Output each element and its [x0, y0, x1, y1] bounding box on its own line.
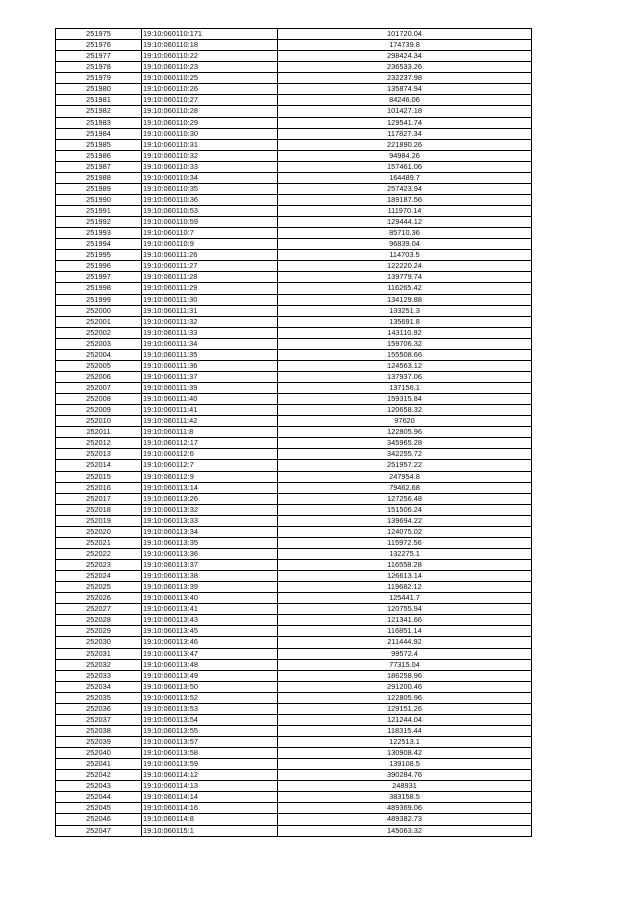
table-row — [56, 228, 532, 239]
row-value-cell: 115972.56 — [278, 537, 532, 548]
row-value-cell: 151506.24 — [278, 504, 532, 515]
row-id-cell: 252015 — [56, 471, 142, 482]
row-timestamp-cell: 19:10:060110:30 — [142, 128, 278, 139]
row-value-cell: 111970.14 — [278, 206, 532, 217]
row-id-cell: 252044 — [56, 792, 142, 803]
row-timestamp-cell: 19:10:060113:26 — [142, 493, 278, 504]
row-id-cell: 252040 — [56, 748, 142, 759]
table-row — [56, 427, 532, 438]
row-id-cell: 251990 — [56, 194, 142, 205]
table-row — [56, 460, 532, 471]
row-value-cell: 139779.74 — [278, 272, 532, 283]
row-timestamp-cell: 19:10:060111:27 — [142, 261, 278, 272]
table-row — [56, 250, 532, 261]
row-id-cell: 252039 — [56, 737, 142, 748]
row-id-cell: 252016 — [56, 482, 142, 493]
row-value-cell: 101427.18 — [278, 106, 532, 117]
row-id-cell: 252011 — [56, 427, 142, 438]
table-row — [56, 493, 532, 504]
row-value-cell: 118315.44 — [278, 725, 532, 736]
row-timestamp-cell: 19:10:060113:48 — [142, 659, 278, 670]
row-id-cell: 252047 — [56, 825, 142, 836]
row-value-cell: 94984.26 — [278, 150, 532, 161]
row-timestamp-cell: 19:10:060113:40 — [142, 593, 278, 604]
row-timestamp-cell: 19:10:060113:52 — [142, 692, 278, 703]
row-value-cell: 489369.06 — [278, 803, 532, 814]
row-value-cell: 248931 — [278, 781, 532, 792]
row-timestamp-cell: 19:10:060111:32 — [142, 316, 278, 327]
row-value-cell: 116851.14 — [278, 626, 532, 637]
row-timestamp-cell: 19:10:060113:49 — [142, 670, 278, 681]
table-row — [56, 128, 532, 139]
row-timestamp-cell: 19:10:060113:43 — [142, 615, 278, 626]
row-id-cell: 252029 — [56, 626, 142, 637]
row-id-cell: 251995 — [56, 250, 142, 261]
table-row — [56, 349, 532, 360]
row-id-cell: 252018 — [56, 504, 142, 515]
row-value-cell: 137156.1 — [278, 383, 532, 394]
row-value-cell: 291200.46 — [278, 681, 532, 692]
row-value-cell: 135691.8 — [278, 316, 532, 327]
row-id-cell: 252010 — [56, 416, 142, 427]
row-id-cell: 252028 — [56, 615, 142, 626]
row-id-cell: 252032 — [56, 659, 142, 670]
row-timestamp-cell: 19:10:060113:59 — [142, 759, 278, 770]
row-value-cell: 143110.92 — [278, 327, 532, 338]
row-timestamp-cell: 19:10:060111:36 — [142, 360, 278, 371]
row-id-cell: 251993 — [56, 228, 142, 239]
row-id-cell: 252006 — [56, 371, 142, 382]
table-row — [56, 161, 532, 172]
row-id-cell: 252021 — [56, 537, 142, 548]
row-value-cell: 221890.26 — [278, 139, 532, 150]
table-row — [56, 515, 532, 526]
row-value-cell: 120755.94 — [278, 604, 532, 615]
row-id-cell: 252007 — [56, 383, 142, 394]
row-timestamp-cell: 19:10:060111:41 — [142, 405, 278, 416]
table-row — [56, 825, 532, 836]
table-row — [56, 593, 532, 604]
table-row — [56, 294, 532, 305]
row-value-cell: 251957.22 — [278, 460, 532, 471]
row-id-cell: 251985 — [56, 139, 142, 150]
table-row — [56, 194, 532, 205]
row-id-cell: 251987 — [56, 161, 142, 172]
table-row — [56, 681, 532, 692]
row-timestamp-cell: 19:10:060110:53 — [142, 206, 278, 217]
table-row — [56, 394, 532, 405]
row-value-cell: 122220.24 — [278, 261, 532, 272]
row-timestamp-cell: 19:10:060111:26 — [142, 250, 278, 261]
row-id-cell: 251981 — [56, 95, 142, 106]
row-timestamp-cell: 19:10:060113:35 — [142, 537, 278, 548]
row-value-cell: 139694.22 — [278, 515, 532, 526]
row-value-cell: 186258.96 — [278, 670, 532, 681]
table-row — [56, 84, 532, 95]
row-id-cell: 252043 — [56, 781, 142, 792]
row-id-cell: 252004 — [56, 349, 142, 360]
row-timestamp-cell: 19:10:060111:37 — [142, 371, 278, 382]
row-timestamp-cell: 19:10:060110:33 — [142, 161, 278, 172]
row-timestamp-cell: 19:10:060111:31 — [142, 305, 278, 316]
row-id-cell: 252026 — [56, 593, 142, 604]
row-timestamp-cell: 19:10:060113:41 — [142, 604, 278, 615]
row-id-cell: 252046 — [56, 814, 142, 825]
row-id-cell: 251994 — [56, 239, 142, 250]
row-id-cell: 252019 — [56, 515, 142, 526]
row-value-cell: 159315.84 — [278, 394, 532, 405]
row-value-cell: 122805.96 — [278, 427, 532, 438]
table-row — [56, 560, 532, 571]
table-row — [56, 449, 532, 460]
row-value-cell: 129444.12 — [278, 217, 532, 228]
table-row — [56, 482, 532, 493]
row-timestamp-cell: 19:10:060111:30 — [142, 294, 278, 305]
row-timestamp-cell: 19:10:060113:14 — [142, 482, 278, 493]
table-row — [56, 327, 532, 338]
table-body — [56, 29, 532, 837]
row-id-cell: 252001 — [56, 316, 142, 327]
row-timestamp-cell: 19:10:060110:22 — [142, 51, 278, 62]
row-value-cell: 130908.42 — [278, 748, 532, 759]
row-value-cell: 137937.06 — [278, 371, 532, 382]
row-value-cell: 79462.68 — [278, 482, 532, 493]
row-timestamp-cell: 19:10:060110:29 — [142, 117, 278, 128]
row-id-cell: 252033 — [56, 670, 142, 681]
row-id-cell: 252027 — [56, 604, 142, 615]
row-value-cell: 77315.04 — [278, 659, 532, 670]
table-row — [56, 106, 532, 117]
row-id-cell: 252000 — [56, 305, 142, 316]
row-id-cell: 252017 — [56, 493, 142, 504]
row-timestamp-cell: 19:10:060113:32 — [142, 504, 278, 515]
row-value-cell: 97620 — [278, 416, 532, 427]
row-value-cell: 129151.26 — [278, 703, 532, 714]
row-timestamp-cell: 19:10:060113:58 — [142, 748, 278, 759]
table-row — [56, 714, 532, 725]
row-timestamp-cell: 19:10:060114:13 — [142, 781, 278, 792]
row-id-cell: 251978 — [56, 62, 142, 73]
table-row — [56, 737, 532, 748]
row-timestamp-cell: 19:10:060111:33 — [142, 327, 278, 338]
row-id-cell: 252009 — [56, 405, 142, 416]
row-timestamp-cell: 19:10:060114:12 — [142, 770, 278, 781]
row-id-cell: 252012 — [56, 438, 142, 449]
row-timestamp-cell: 19:10:060110:18 — [142, 40, 278, 51]
row-value-cell: 155508.66 — [278, 349, 532, 360]
row-timestamp-cell: 19:10:060114:16 — [142, 803, 278, 814]
table-row — [56, 139, 532, 150]
row-timestamp-cell: 19:10:060110:31 — [142, 139, 278, 150]
row-value-cell: 121244.04 — [278, 714, 532, 725]
row-timestamp-cell: 19:10:060110:171 — [142, 29, 278, 40]
row-timestamp-cell: 19:10:060113:37 — [142, 560, 278, 571]
row-value-cell: 139108.5 — [278, 759, 532, 770]
row-id-cell: 251980 — [56, 84, 142, 95]
row-id-cell: 251982 — [56, 106, 142, 117]
row-value-cell: 236533.26 — [278, 62, 532, 73]
row-id-cell: 252037 — [56, 714, 142, 725]
row-value-cell: 116558.28 — [278, 560, 532, 571]
row-timestamp-cell: 19:10:060111:42 — [142, 416, 278, 427]
row-id-cell: 252014 — [56, 460, 142, 471]
row-timestamp-cell: 19:10:060113:36 — [142, 548, 278, 559]
table-row — [56, 792, 532, 803]
row-value-cell: 120658.32 — [278, 405, 532, 416]
row-value-cell: 135874.94 — [278, 84, 532, 95]
row-timestamp-cell: 19:10:060112:6 — [142, 449, 278, 460]
row-value-cell: 99572.4 — [278, 648, 532, 659]
table-row — [56, 438, 532, 449]
row-id-cell: 252008 — [56, 394, 142, 405]
table-row — [56, 416, 532, 427]
row-value-cell: 121341.66 — [278, 615, 532, 626]
row-timestamp-cell: 19:10:060114:14 — [142, 792, 278, 803]
row-id-cell: 252020 — [56, 526, 142, 537]
row-timestamp-cell: 19:10:060110:36 — [142, 194, 278, 205]
row-id-cell: 252003 — [56, 338, 142, 349]
row-timestamp-cell: 19:10:060110:28 — [142, 106, 278, 117]
row-id-cell: 251996 — [56, 261, 142, 272]
table-row — [56, 471, 532, 482]
row-timestamp-cell: 19:10:060110:27 — [142, 95, 278, 106]
row-id-cell: 252022 — [56, 548, 142, 559]
table-row — [56, 51, 532, 62]
table-row — [56, 637, 532, 648]
row-id-cell: 252042 — [56, 770, 142, 781]
row-value-cell: 159706.32 — [278, 338, 532, 349]
row-timestamp-cell: 19:10:060110:26 — [142, 84, 278, 95]
row-timestamp-cell: 19:10:060111:35 — [142, 349, 278, 360]
row-value-cell: 489382.73 — [278, 814, 532, 825]
row-id-cell: 252036 — [56, 703, 142, 714]
row-id-cell: 252030 — [56, 637, 142, 648]
row-id-cell: 252031 — [56, 648, 142, 659]
row-timestamp-cell: 19:10:060113:46 — [142, 637, 278, 648]
table-row — [56, 316, 532, 327]
table-row — [56, 183, 532, 194]
table-row — [56, 692, 532, 703]
row-value-cell: 174739.8 — [278, 40, 532, 51]
row-timestamp-cell: 19:10:060113:57 — [142, 737, 278, 748]
row-value-cell: 164489.7 — [278, 172, 532, 183]
row-value-cell: 383158.5 — [278, 792, 532, 803]
table-row — [56, 582, 532, 593]
row-timestamp-cell: 19:10:060110:7 — [142, 228, 278, 239]
table-row — [56, 283, 532, 294]
row-value-cell: 133251.3 — [278, 305, 532, 316]
row-value-cell: 127256.48 — [278, 493, 532, 504]
row-id-cell: 252025 — [56, 582, 142, 593]
table-row — [56, 537, 532, 548]
table-row — [56, 117, 532, 128]
row-value-cell: 211444.92 — [278, 637, 532, 648]
row-value-cell: 84246.06 — [278, 95, 532, 106]
table-row — [56, 261, 532, 272]
row-id-cell: 251998 — [56, 283, 142, 294]
row-id-cell: 251977 — [56, 51, 142, 62]
row-value-cell: 232237.98 — [278, 73, 532, 84]
row-timestamp-cell: 19:10:060113:50 — [142, 681, 278, 692]
table-row — [56, 571, 532, 582]
row-timestamp-cell: 19:10:060110:23 — [142, 62, 278, 73]
row-timestamp-cell: 19:10:060115:1 — [142, 825, 278, 836]
table-row — [56, 371, 532, 382]
table-row — [56, 405, 532, 416]
table-row — [56, 615, 532, 626]
row-id-cell: 252024 — [56, 571, 142, 582]
table-row — [56, 725, 532, 736]
data-table — [55, 28, 532, 837]
row-timestamp-cell: 19:10:060113:39 — [142, 582, 278, 593]
table-row — [56, 703, 532, 714]
row-value-cell: 122513.1 — [278, 737, 532, 748]
row-timestamp-cell: 19:10:060113:55 — [142, 725, 278, 736]
row-value-cell: 101720.04 — [278, 29, 532, 40]
table-row — [56, 73, 532, 84]
table-row — [56, 383, 532, 394]
table-row — [56, 360, 532, 371]
row-timestamp-cell: 19:10:060113:47 — [142, 648, 278, 659]
row-id-cell: 252035 — [56, 692, 142, 703]
row-value-cell: 122805.96 — [278, 692, 532, 703]
row-id-cell: 252045 — [56, 803, 142, 814]
row-timestamp-cell: 19:10:060113:34 — [142, 526, 278, 537]
table-row — [56, 604, 532, 615]
table-row — [56, 40, 532, 51]
row-id-cell: 251976 — [56, 40, 142, 51]
table-row — [56, 526, 532, 537]
row-id-cell: 251989 — [56, 183, 142, 194]
row-value-cell: 129541.74 — [278, 117, 532, 128]
table-row — [56, 217, 532, 228]
row-timestamp-cell: 19:10:060110:34 — [142, 172, 278, 183]
row-timestamp-cell: 19:10:060111:8 — [142, 427, 278, 438]
row-value-cell: 157461.06 — [278, 161, 532, 172]
table-row — [56, 206, 532, 217]
table-row — [56, 759, 532, 770]
table-row — [56, 748, 532, 759]
row-id-cell: 252038 — [56, 725, 142, 736]
row-id-cell: 252005 — [56, 360, 142, 371]
row-timestamp-cell: 19:10:060111:28 — [142, 272, 278, 283]
row-id-cell: 251984 — [56, 128, 142, 139]
table-row — [56, 770, 532, 781]
table-row — [56, 659, 532, 670]
row-value-cell: 257423.94 — [278, 183, 532, 194]
row-value-cell: 247954.8 — [278, 471, 532, 482]
row-id-cell: 252041 — [56, 759, 142, 770]
row-value-cell: 125441.7 — [278, 593, 532, 604]
table-row — [56, 239, 532, 250]
row-value-cell: 85710.36 — [278, 228, 532, 239]
row-value-cell: 126613.14 — [278, 571, 532, 582]
row-value-cell: 114703.5 — [278, 250, 532, 261]
row-timestamp-cell: 19:10:060111:29 — [142, 283, 278, 294]
row-timestamp-cell: 19:10:060111:34 — [142, 338, 278, 349]
row-timestamp-cell: 19:10:060110:25 — [142, 73, 278, 84]
table-row — [56, 62, 532, 73]
table-row — [56, 272, 532, 283]
row-timestamp-cell: 19:10:060110:9 — [142, 239, 278, 250]
row-timestamp-cell: 19:10:060111:40 — [142, 394, 278, 405]
table-row — [56, 670, 532, 681]
row-timestamp-cell: 19:10:060111:39 — [142, 383, 278, 394]
row-value-cell: 145063.32 — [278, 825, 532, 836]
row-timestamp-cell: 19:10:060113:45 — [142, 626, 278, 637]
table-row — [56, 172, 532, 183]
row-value-cell: 390284.76 — [278, 770, 532, 781]
table-row — [56, 29, 532, 40]
table-row — [56, 626, 532, 637]
row-id-cell: 251999 — [56, 294, 142, 305]
table-row — [56, 95, 532, 106]
row-id-cell: 251997 — [56, 272, 142, 283]
row-id-cell: 252023 — [56, 560, 142, 571]
row-id-cell: 251991 — [56, 206, 142, 217]
row-timestamp-cell: 19:10:060112:17 — [142, 438, 278, 449]
row-value-cell: 96839.04 — [278, 239, 532, 250]
row-id-cell: 251975 — [56, 29, 142, 40]
row-timestamp-cell: 19:10:060113:53 — [142, 703, 278, 714]
row-id-cell: 252002 — [56, 327, 142, 338]
row-timestamp-cell: 19:10:060113:38 — [142, 571, 278, 582]
row-timestamp-cell: 19:10:060110:59 — [142, 217, 278, 228]
row-id-cell: 251992 — [56, 217, 142, 228]
table-row — [56, 150, 532, 161]
row-id-cell: 251979 — [56, 73, 142, 84]
row-value-cell: 345965.28 — [278, 438, 532, 449]
row-value-cell: 124563.12 — [278, 360, 532, 371]
row-value-cell: 134129.88 — [278, 294, 532, 305]
row-id-cell: 251986 — [56, 150, 142, 161]
row-id-cell: 252034 — [56, 681, 142, 692]
row-timestamp-cell: 19:10:060114:8 — [142, 814, 278, 825]
row-timestamp-cell: 19:10:060110:35 — [142, 183, 278, 194]
row-value-cell: 117827.34 — [278, 128, 532, 139]
row-timestamp-cell: 19:10:060113:54 — [142, 714, 278, 725]
table-row — [56, 548, 532, 559]
table-row — [56, 781, 532, 792]
table-row — [56, 504, 532, 515]
row-value-cell: 189187.56 — [278, 194, 532, 205]
table-row — [56, 814, 532, 825]
table-row — [56, 338, 532, 349]
row-id-cell: 252013 — [56, 449, 142, 460]
row-id-cell: 251983 — [56, 117, 142, 128]
row-timestamp-cell: 19:10:060112:7 — [142, 460, 278, 471]
row-timestamp-cell: 19:10:060112:9 — [142, 471, 278, 482]
row-timestamp-cell: 19:10:060110:32 — [142, 150, 278, 161]
row-value-cell: 124075.02 — [278, 526, 532, 537]
row-value-cell: 298424.34 — [278, 51, 532, 62]
table-row — [56, 305, 532, 316]
row-value-cell: 116265.42 — [278, 283, 532, 294]
row-timestamp-cell: 19:10:060113:33 — [142, 515, 278, 526]
table-row — [56, 648, 532, 659]
row-value-cell: 132275.1 — [278, 548, 532, 559]
row-value-cell: 119682.12 — [278, 582, 532, 593]
row-value-cell: 342255.72 — [278, 449, 532, 460]
table-row — [56, 803, 532, 814]
row-id-cell: 251988 — [56, 172, 142, 183]
